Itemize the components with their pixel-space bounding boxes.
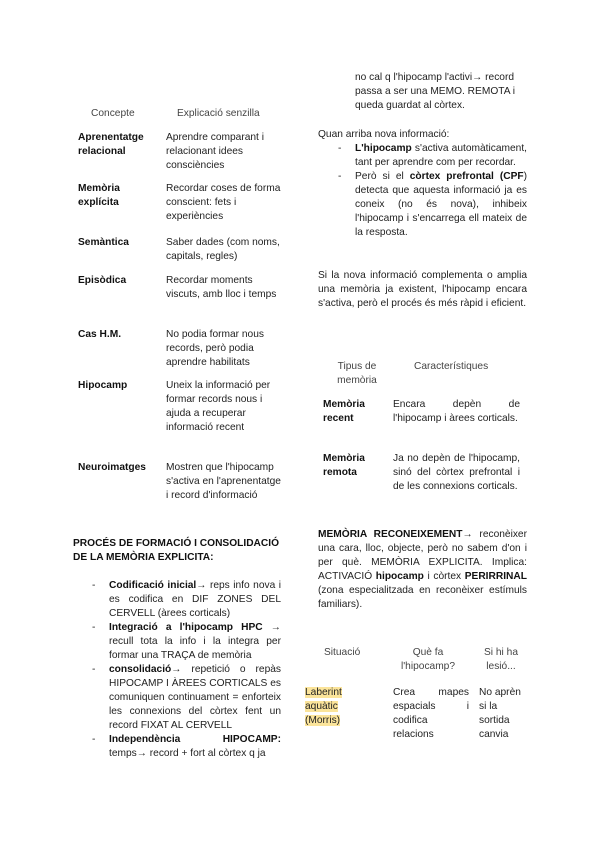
table-row xyxy=(78,131,162,159)
list-item: - Però si el còrtex prefrontal (CPF) detecta que aquesta informació ja es coneix (no és nova), inhibeix l'hipocamp i s'encarrega ell mateix de la resposta. xyxy=(338,171,528,238)
memory-term: Memòria remota xyxy=(323,453,365,478)
list-item: - consolidació→ repetició o repàs HIPOCAMP I ÀREES CORTICALS es comuniquen continuament = enforteix les connexions del còrtex fent un record FIXAT AL CERVELL xyxy=(92,664,281,731)
concept-term: Cas H.M. xyxy=(78,329,122,340)
table-cell xyxy=(166,131,284,173)
concept-desc: Aprendre comparant i relacionant idees consciències xyxy=(166,132,264,171)
concept-desc: Saber dades (com noms, capitals, regles) xyxy=(166,237,280,262)
memory-desc: Encara depèn de l'hipocamp i àrees corticals. xyxy=(393,399,520,424)
table-header-lesion: Si hi ha lesió... xyxy=(484,647,518,672)
concept-desc: Recordar coses de forma conscient: fets i experiències xyxy=(166,183,281,222)
concept-desc: Uneix la informació per formar records nous i ajuda a recuperar informació recent xyxy=(166,380,271,433)
list-item: - Integració a l'hipocamp HPC → recull tota la info i la integra per formar una TRAÇA de memòria xyxy=(92,622,281,661)
table-header-type: Tipus de memòria xyxy=(337,361,377,386)
recognition-paragraph: MEMÒRIA RECONEIXEMENT→ reconèixer una cara, lloc, objecte, però no sabem d'on i per què. MEMÒRIA EXPLICITA. Implica: ACTIVACIÓ hipocamp i còrtex PERIRRINAL (zona especialitzada en reconèixer estímuls familiars). xyxy=(318,529,527,610)
table-row xyxy=(78,236,162,250)
table-cell xyxy=(166,379,284,435)
table-cell xyxy=(166,274,284,302)
situation-cell: Laberint aquàtic (Morris) xyxy=(305,687,342,726)
table-cell xyxy=(166,182,284,224)
table-row xyxy=(78,328,162,342)
list-item: - L'hipocamp s'activa automàticament, tant per aprendre com per recordar. xyxy=(338,143,527,168)
new-info-intro: Quan arriba nova informació: xyxy=(318,129,450,140)
table-cell xyxy=(166,328,284,370)
table-row xyxy=(78,379,162,393)
concept-term: Semàntica xyxy=(78,237,129,248)
concept-term: Episòdica xyxy=(78,275,127,286)
concept-desc: Recordar moments viscuts, amb lloc i temps xyxy=(166,275,277,300)
concept-term: Aprenentatge relacional xyxy=(78,132,144,157)
lesion-cell: No aprèn si la sortida canvia xyxy=(479,687,521,740)
new-info-list xyxy=(338,142,528,240)
concept-desc: No podia formar nous records, però podia aprendre habilitats xyxy=(166,329,264,368)
table-header-concept: Concepte xyxy=(91,108,135,119)
table-header-situation: Situació xyxy=(324,647,361,658)
memory-term: Memòria recent xyxy=(323,399,365,424)
concept-term: Hipocamp xyxy=(78,380,128,391)
paragraph-complement: Si la nova informació complementa o amplia una memòria ja existent, l'hipocamp encara s'activa, però el procés és més ràpid i eficient. xyxy=(318,270,527,309)
table-cell xyxy=(166,236,284,264)
memory-desc: Ja no depèn de l'hipocamp, sinó del còrtex prefrontal i de les connexions corticals. xyxy=(393,453,520,492)
table-header-hippocampus: Què fa l'hipocamp? xyxy=(400,647,456,672)
table-header-explanation: Explicació senzilla xyxy=(177,108,260,119)
table-row xyxy=(78,182,162,210)
process-list xyxy=(92,579,282,761)
hippocampus-cell: Crea mapes espacials i codifica relacions xyxy=(393,687,469,740)
table-cell xyxy=(166,461,284,503)
concept-desc: Mostren que l'hipocamp s'activa en l'aprenentatge i record d'informació xyxy=(166,462,281,501)
process-title: PROCÉS DE FORMACIÓ I CONSOLIDACIÓ DE LA MEMÒRIA EXPLICITA: xyxy=(73,538,280,563)
table-row xyxy=(78,274,162,288)
table-row xyxy=(78,461,162,475)
table-header-characteristics: Característiques xyxy=(414,361,489,372)
list-item: - Independència HIPOCAMP: temps→ record + fort al còrtex q ja xyxy=(92,734,281,759)
concept-term: Neuroimatges xyxy=(78,462,146,473)
concept-term: Memòria explícita xyxy=(78,183,120,208)
list-item: - Codificació inicial→ reps info nova i es codifica en DIF ZONES DEL CERVELL (àrees corticals) xyxy=(92,580,282,619)
continuation-text: no cal q l'hipocamp l'activi→ record passa a ser una MEMO. REMOTA i queda guardat al còrtex. xyxy=(355,72,516,111)
